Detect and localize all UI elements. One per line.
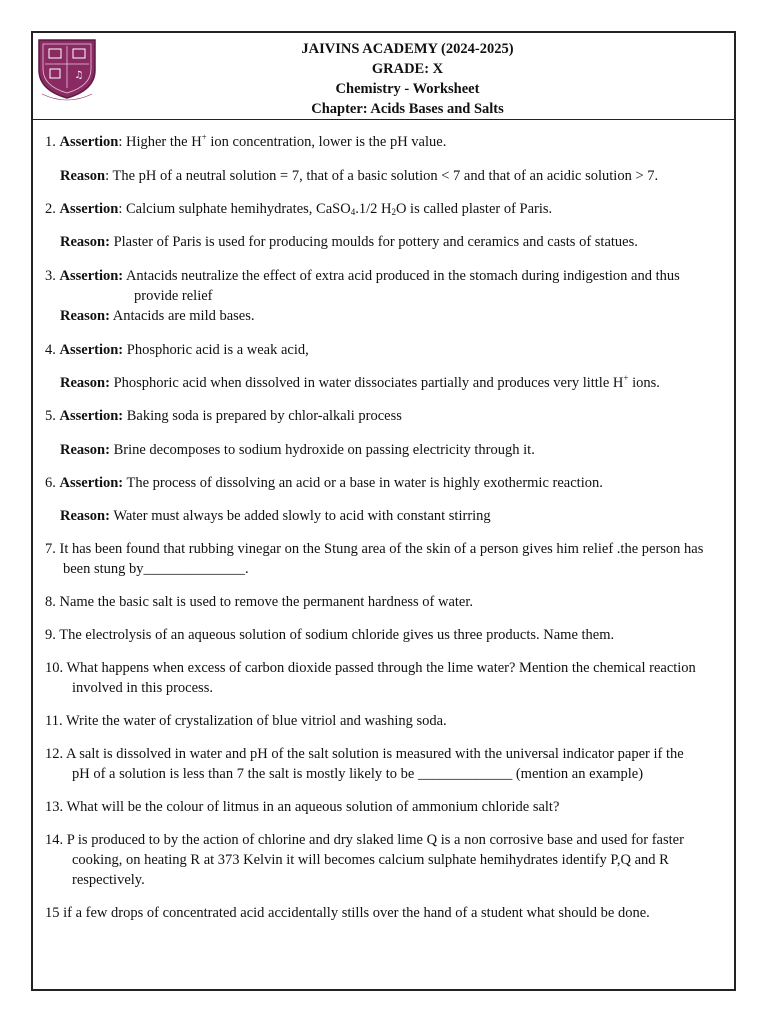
question-2-reason: Reason: Plaster of Paris is used for producing moulds for pottery and ceramics and casts of statues. — [60, 234, 638, 250]
subject-label: Chemistry - Worksheet — [335, 81, 480, 97]
question-1-assertion: 1. Assertion: Higher the H+ ion concentration, lower is the pH value. — [45, 132, 447, 150]
question-9: 9. The electrolysis of an aqueous solution of sodium chloride gives us three products. Name them. — [45, 627, 615, 643]
question-15: 15 if a few drops of concentrated acid accidentally stills over the hand of a student what should be done. — [45, 905, 650, 921]
question-5-reason: Reason: Brine decomposes to sodium hydroxide on passing electricity through it. — [60, 442, 535, 458]
question-6-assertion: 6. Assertion: The process of dissolving an acid or a base in water is highly exothermic reaction. — [45, 475, 603, 491]
question-13: 13. What will be the colour of litmus in an aqueous solution of ammonium chloride salt? — [45, 799, 560, 815]
question-10: 10. What happens when excess of carbon dioxide passed through the lime water? Mention the chemical reaction involved in this process. — [45, 660, 696, 696]
question-14: 14. P is produced to by the action of chlorine and dry slaked lime Q is a non corrosive base and used for faster cooking, on heating R at 373 Kelvin it will becomes calcium sulphate hemihydrates identify P,Q and R respectively. — [45, 832, 684, 888]
question-3-assertion: 3. Assertion: Antacids neutralize the effect of extra acid produced in the stomach during indigestion and thus — [45, 268, 680, 284]
school-name: JAIVINS ACADEMY (2024-2025) — [301, 41, 514, 57]
question-6-reason: Reason: Water must always be added slowly to acid with constant stirring — [60, 508, 491, 524]
question-4-assertion: 4. Assertion: Phosphoric acid is a weak acid, — [45, 342, 309, 358]
question-list — [45, 127, 730, 923]
question-1-reason: Reason: The pH of a neutral solution = 7, that of a basic solution < 7 and that of an acidic solution > 7. — [60, 168, 659, 184]
header-titles — [33, 39, 734, 119]
worksheet-page — [31, 31, 736, 991]
question-11: 11. Write the water of crystalization of blue vitriol and washing soda. — [45, 713, 447, 729]
question-2-assertion: 2. Assertion: Calcium sulphate hemihydrates, CaSO$_4$.1/2 $H_2O$ is called plaster of Paris. — [45, 201, 553, 217]
question-4-reason: Reason: Phosphoric acid when dissolved in water dissociates partially and produces very little H+ ions. — [60, 373, 660, 391]
grade-label: GRADE: X — [371, 61, 444, 77]
question-8: 8. Name the basic salt is used to remove the permanent hardness of water. — [45, 594, 474, 610]
question-7: 7. It has been found that rubbing vinegar on the Stung area of the skin of a person gives him relief .the person has been stung by______________. — [45, 541, 704, 577]
question-5-assertion: 5. Assertion: Baking soda is prepared by chlor-alkali process — [45, 408, 402, 424]
svg-text:♫: ♫ — [74, 70, 84, 81]
worksheet-header — [33, 33, 734, 120]
question-12: 12. A salt is dissolved in water and pH of the salt solution is measured with the universal indicator paper if the pH of a solution is less than 7 the salt is mostly likely to be _____________ (mention an example) — [45, 746, 684, 782]
question-3-reason: Reason: Antacids are mild bases. — [60, 308, 255, 324]
question-3-assertion-cont: provide relief — [134, 288, 213, 304]
chapter-label: Chapter: Acids Bases and Salts — [311, 101, 504, 117]
